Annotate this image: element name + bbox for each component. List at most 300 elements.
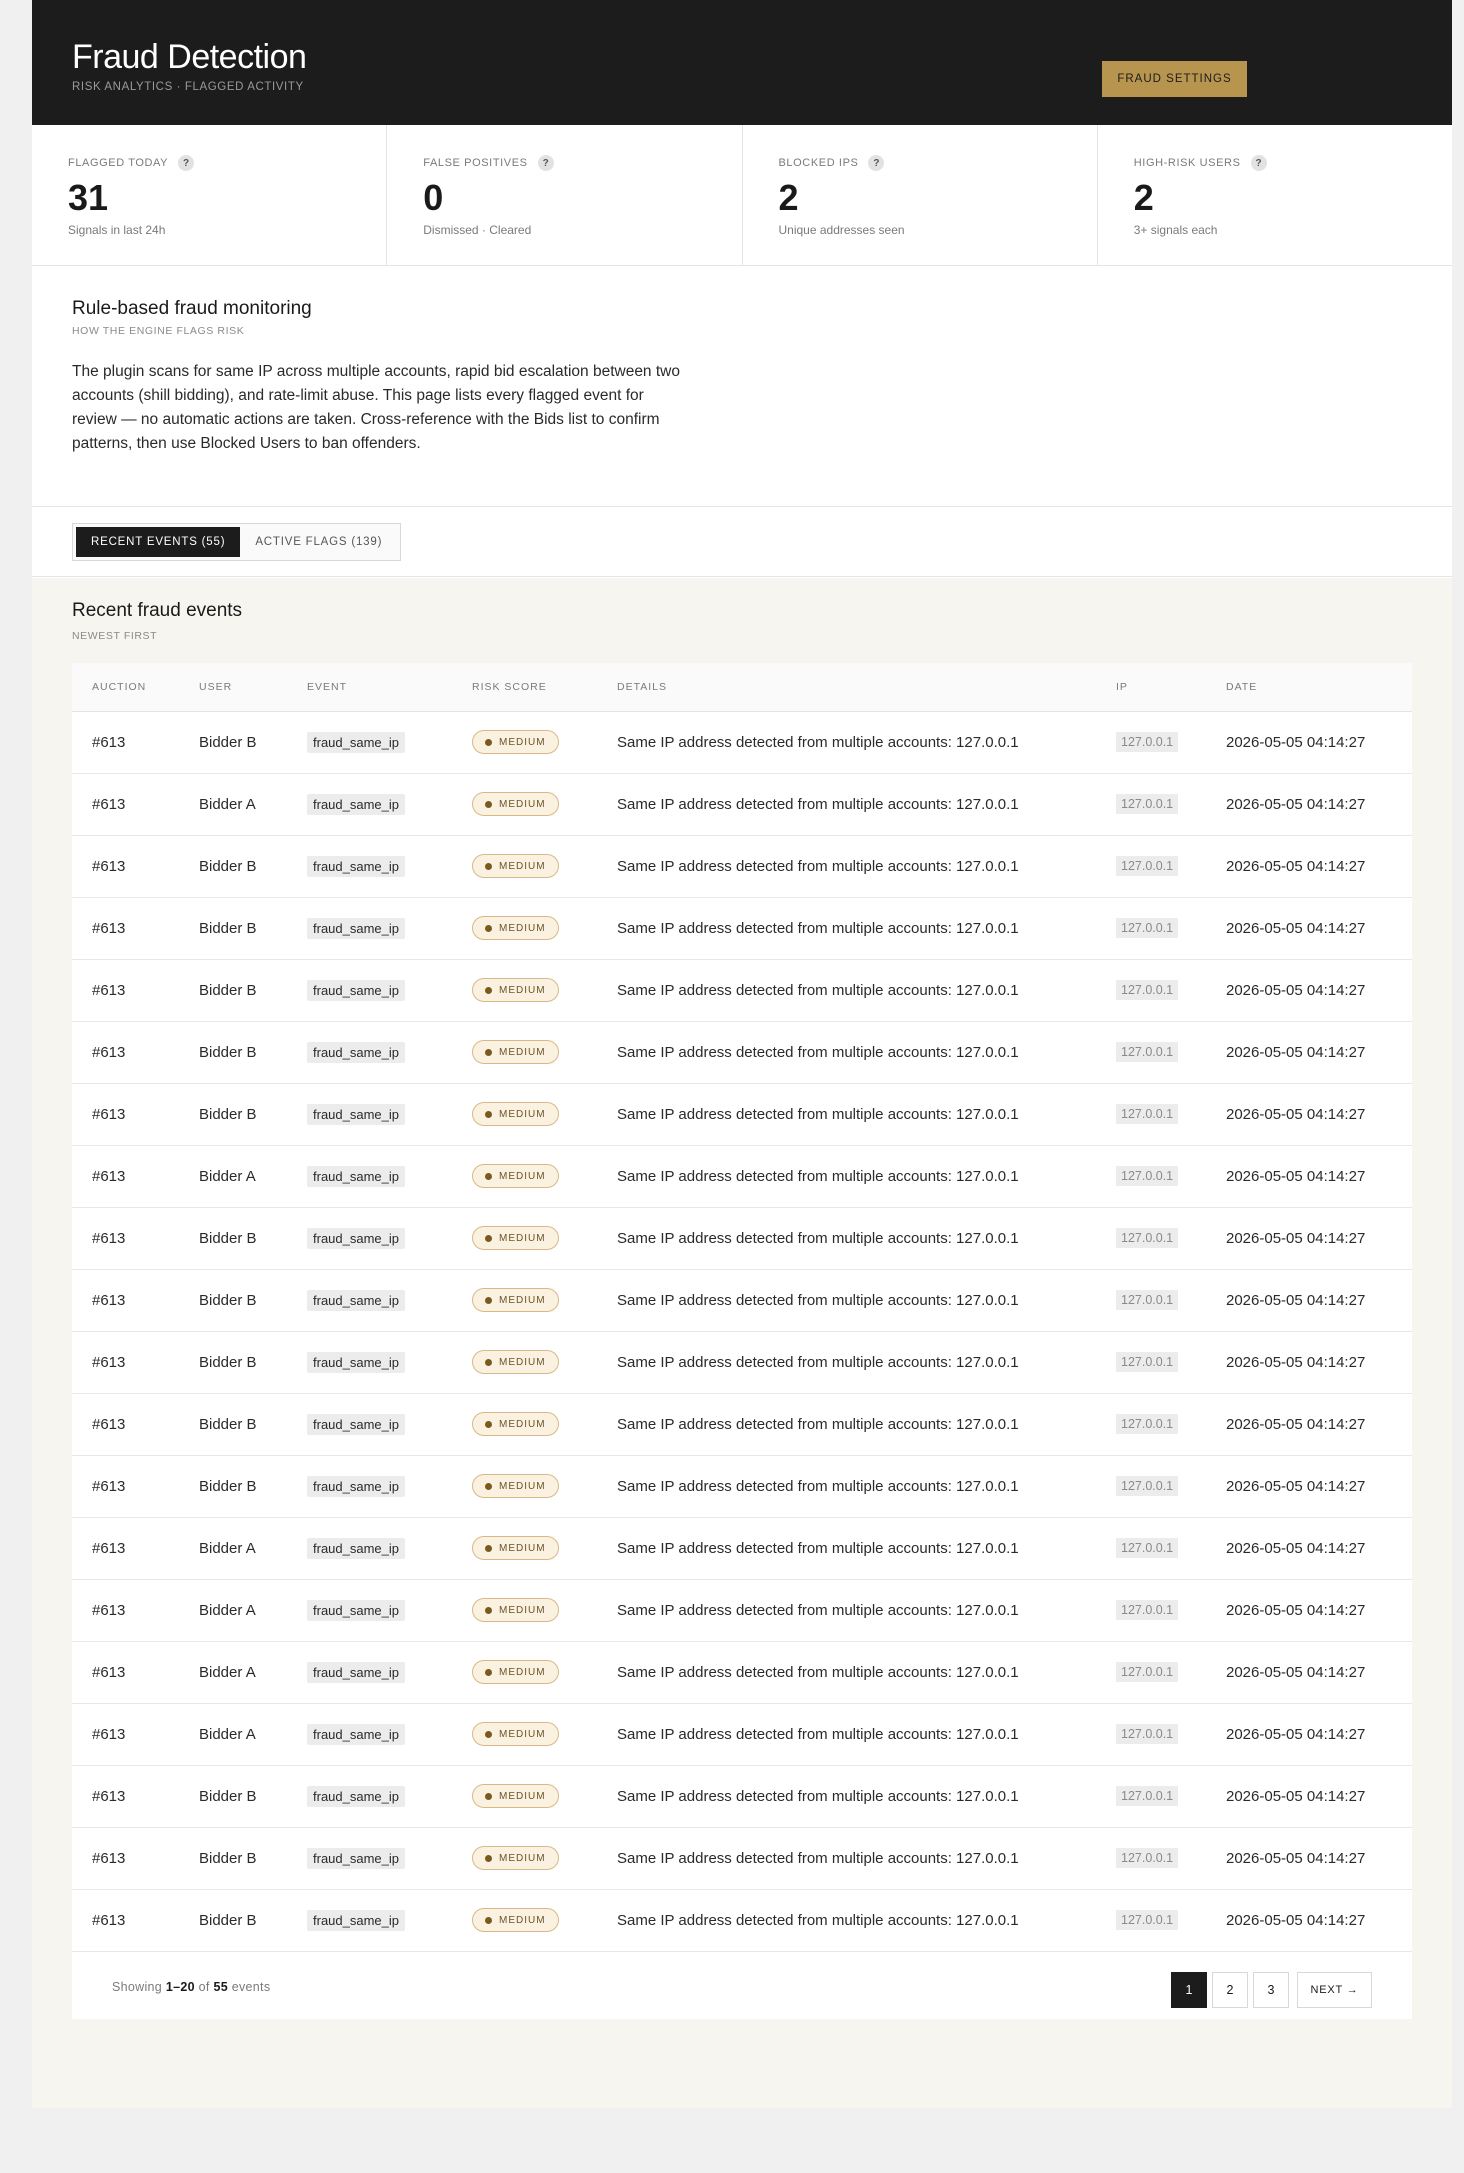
ip-address: 127.0.0.1 xyxy=(1116,918,1178,938)
user-name[interactable]: Bidder B xyxy=(199,1787,257,1805)
user-name[interactable]: Bidder A xyxy=(199,1601,256,1619)
cell-user xyxy=(179,1331,287,1393)
event-details: Same IP address detected from multiple accounts: 127.0.0.1 xyxy=(617,1601,1019,1619)
cell-event xyxy=(287,1517,452,1579)
cell-event xyxy=(287,1703,452,1765)
stat-high-risk-users xyxy=(1098,125,1452,265)
cell-details xyxy=(597,1393,1096,1455)
cell-event xyxy=(287,1331,452,1393)
cell-date xyxy=(1206,1889,1412,1951)
event-details: Same IP address detected from multiple accounts: 127.0.0.1 xyxy=(617,857,1019,875)
cell-event xyxy=(287,1021,452,1083)
auction-id[interactable]: #613 xyxy=(92,981,126,999)
user-name[interactable]: Bidder B xyxy=(199,1911,257,1929)
event-date: 2026-05-05 04:14:27 xyxy=(1226,1477,1366,1495)
cell-user xyxy=(179,959,287,1021)
ip-address: 127.0.0.1 xyxy=(1116,856,1178,876)
cell-event xyxy=(287,1083,452,1145)
ip-address: 127.0.0.1 xyxy=(1116,1476,1178,1496)
column-header-ip[interactable]: IP xyxy=(1096,663,1206,711)
cell-event xyxy=(287,711,452,773)
cell-ip xyxy=(1096,1641,1206,1703)
cell-date xyxy=(1206,1269,1412,1331)
risk-label: MEDIUM xyxy=(499,1294,546,1306)
risk-badge xyxy=(472,1102,559,1126)
cell-details xyxy=(597,1455,1096,1517)
user-name[interactable]: Bidder A xyxy=(199,795,256,813)
ip-address: 127.0.0.1 xyxy=(1116,794,1178,814)
cell-user xyxy=(179,1269,287,1331)
event-date: 2026-05-05 04:14:27 xyxy=(1226,1787,1366,1805)
table-body xyxy=(72,711,1412,1951)
cell-details xyxy=(597,1579,1096,1641)
event-date: 2026-05-05 04:14:27 xyxy=(1226,1539,1366,1557)
cell-details xyxy=(597,1517,1096,1579)
cell-auction[interactable] xyxy=(72,1827,179,1889)
auction-id[interactable]: #613 xyxy=(92,1539,126,1557)
cell-auction[interactable] xyxy=(72,1021,179,1083)
cell-user xyxy=(179,1393,287,1455)
stat-label: HIGH-RISK USERS xyxy=(1133,157,1241,169)
cell-event xyxy=(287,1579,452,1641)
cell-details xyxy=(597,835,1096,897)
dot-icon xyxy=(485,1111,492,1118)
event-code: fraud_same_ip xyxy=(307,980,405,1001)
cell-risk xyxy=(452,1889,597,1951)
cell-event xyxy=(287,1455,452,1517)
auction-id[interactable]: #613 xyxy=(92,1105,126,1123)
cell-auction[interactable] xyxy=(72,1207,179,1269)
ip-address: 127.0.0.1 xyxy=(1116,1352,1178,1372)
user-name[interactable]: Bidder B xyxy=(199,1229,257,1247)
table-row[interactable] xyxy=(72,1641,1412,1703)
cell-user xyxy=(179,711,287,773)
tab-recent-events[interactable]: RECENT EVENTS (55) xyxy=(76,527,240,557)
cell-auction[interactable] xyxy=(72,1703,179,1765)
next-page-button[interactable]: NEXT → xyxy=(1297,1972,1372,2008)
cell-ip xyxy=(1096,1889,1206,1951)
cell-user xyxy=(179,1579,287,1641)
risk-badge xyxy=(472,978,559,1002)
risk-badge xyxy=(472,1350,559,1374)
stat-subtext: Dismissed · Cleared xyxy=(423,223,532,237)
stat-value: 31 xyxy=(68,177,109,218)
events-table xyxy=(72,663,1412,1952)
table-row[interactable] xyxy=(72,1207,1412,1269)
risk-label: MEDIUM xyxy=(499,1604,546,1616)
cell-ip xyxy=(1096,1703,1206,1765)
cell-date xyxy=(1206,1641,1412,1703)
help-icon[interactable]: ? xyxy=(868,155,884,171)
user-name[interactable]: Bidder A xyxy=(199,1725,256,1743)
table-row[interactable] xyxy=(72,1331,1412,1393)
risk-badge xyxy=(472,1288,559,1312)
cell-details xyxy=(597,1641,1096,1703)
user-name[interactable]: Bidder B xyxy=(199,733,257,751)
event-date: 2026-05-05 04:14:27 xyxy=(1226,1043,1366,1061)
cell-risk xyxy=(452,1331,597,1393)
user-name[interactable]: Bidder B xyxy=(199,1291,257,1309)
table-row[interactable] xyxy=(72,1889,1412,1951)
user-name[interactable]: Bidder B xyxy=(199,1415,257,1433)
cell-auction[interactable] xyxy=(72,835,179,897)
event-details: Same IP address detected from multiple accounts: 127.0.0.1 xyxy=(617,1539,1019,1557)
cell-auction[interactable] xyxy=(72,1269,179,1331)
risk-badge xyxy=(472,916,559,940)
table-row[interactable] xyxy=(72,1827,1412,1889)
dot-icon xyxy=(485,1235,492,1242)
dot-icon xyxy=(485,1421,492,1428)
cell-auction[interactable] xyxy=(72,1765,179,1827)
cell-details xyxy=(597,1207,1096,1269)
cell-risk xyxy=(452,773,597,835)
cell-ip xyxy=(1096,1207,1206,1269)
cell-event xyxy=(287,1889,452,1951)
table-row[interactable] xyxy=(72,1455,1412,1517)
fraud-settings-button[interactable]: FRAUD SETTINGS xyxy=(1102,61,1247,97)
page-button-3[interactable]: 3 xyxy=(1253,1972,1289,2008)
info-subtitle: HOW THE ENGINE FLAGS RISK xyxy=(72,325,245,337)
risk-badge xyxy=(472,1536,559,1560)
event-code: fraud_same_ip xyxy=(307,1042,405,1063)
cell-ip xyxy=(1096,1517,1206,1579)
ip-address: 127.0.0.1 xyxy=(1116,980,1178,1000)
cell-risk xyxy=(452,1021,597,1083)
help-icon[interactable]: ? xyxy=(538,155,554,171)
cell-details xyxy=(597,773,1096,835)
user-name[interactable]: Bidder B xyxy=(199,857,257,875)
cell-auction[interactable] xyxy=(72,1083,179,1145)
ip-address: 127.0.0.1 xyxy=(1116,1724,1178,1744)
tab-group xyxy=(72,523,401,561)
risk-badge xyxy=(472,1722,559,1746)
risk-badge xyxy=(472,1226,559,1250)
cell-user xyxy=(179,897,287,959)
cell-risk xyxy=(452,897,597,959)
auction-id[interactable]: #613 xyxy=(92,1167,126,1185)
cell-ip xyxy=(1096,1827,1206,1889)
cell-details xyxy=(597,1021,1096,1083)
stat-value: 2 xyxy=(1133,177,1154,218)
cell-auction[interactable] xyxy=(72,1145,179,1207)
risk-label: MEDIUM xyxy=(499,860,546,872)
stat-label: BLOCKED IPS xyxy=(778,157,859,169)
tab-active-flags[interactable]: ACTIVE FLAGS (139) xyxy=(255,536,383,548)
event-code: fraud_same_ip xyxy=(307,1104,405,1125)
table-row[interactable] xyxy=(72,711,1412,773)
cell-date xyxy=(1206,1579,1412,1641)
auction-id[interactable]: #613 xyxy=(92,1849,126,1867)
auction-id[interactable]: #613 xyxy=(92,1787,126,1805)
table-row[interactable] xyxy=(72,1269,1412,1331)
cell-auction[interactable] xyxy=(72,1889,179,1951)
table-row[interactable] xyxy=(72,1703,1412,1765)
dot-icon xyxy=(485,739,492,746)
cell-ip xyxy=(1096,1579,1206,1641)
pagination-summary xyxy=(112,1980,270,1994)
cell-risk xyxy=(452,1517,597,1579)
column-header-details[interactable]: DETAILS xyxy=(597,663,1096,711)
cell-risk xyxy=(452,1579,597,1641)
cell-event xyxy=(287,1393,452,1455)
cell-date xyxy=(1206,711,1412,773)
event-code: fraud_same_ip xyxy=(307,1910,405,1931)
risk-label: MEDIUM xyxy=(499,1914,546,1926)
cell-auction[interactable] xyxy=(72,1393,179,1455)
user-name[interactable]: Bidder A xyxy=(199,1167,256,1185)
event-details: Same IP address detected from multiple accounts: 127.0.0.1 xyxy=(617,1477,1019,1495)
cell-details xyxy=(597,1889,1096,1951)
event-details: Same IP address detected from multiple accounts: 127.0.0.1 xyxy=(617,1291,1019,1309)
user-name[interactable]: Bidder B xyxy=(199,1105,257,1123)
table-row[interactable] xyxy=(72,1083,1412,1145)
cell-risk xyxy=(452,1827,597,1889)
cell-risk xyxy=(452,1703,597,1765)
event-details: Same IP address detected from multiple accounts: 127.0.0.1 xyxy=(617,1043,1019,1061)
cell-auction[interactable] xyxy=(72,959,179,1021)
table-row[interactable] xyxy=(72,1765,1412,1827)
cell-risk xyxy=(452,1765,597,1827)
event-date: 2026-05-05 04:14:27 xyxy=(1226,1911,1366,1929)
ip-address: 127.0.0.1 xyxy=(1116,1848,1178,1868)
event-code: fraud_same_ip xyxy=(307,1848,405,1869)
cell-date xyxy=(1206,1083,1412,1145)
event-date: 2026-05-05 04:14:27 xyxy=(1226,1601,1366,1619)
event-code: fraud_same_ip xyxy=(307,1538,405,1559)
page-header xyxy=(32,0,1452,125)
event-details: Same IP address detected from multiple accounts: 127.0.0.1 xyxy=(617,1787,1019,1805)
cell-risk xyxy=(452,959,597,1021)
page-button-2[interactable]: 2 xyxy=(1212,1972,1248,2008)
auction-id[interactable]: #613 xyxy=(92,795,126,813)
event-date: 2026-05-05 04:14:27 xyxy=(1226,1415,1366,1433)
event-code: fraud_same_ip xyxy=(307,1166,405,1187)
cell-details xyxy=(597,959,1096,1021)
risk-badge xyxy=(472,1846,559,1870)
cell-date xyxy=(1206,897,1412,959)
event-code: fraud_same_ip xyxy=(307,1228,405,1249)
event-date: 2026-05-05 04:14:27 xyxy=(1226,733,1366,751)
event-date: 2026-05-05 04:14:27 xyxy=(1226,1663,1366,1681)
ip-address: 127.0.0.1 xyxy=(1116,1786,1178,1806)
showing-prefix: Showing xyxy=(112,1980,163,1994)
event-details: Same IP address detected from multiple accounts: 127.0.0.1 xyxy=(617,1167,1019,1185)
cell-auction[interactable] xyxy=(72,711,179,773)
dot-icon xyxy=(485,1731,492,1738)
cell-date xyxy=(1206,773,1412,835)
user-name[interactable]: Bidder B xyxy=(199,1353,257,1371)
page xyxy=(32,0,1452,2108)
stat-blocked-ips xyxy=(743,125,1098,265)
cell-event xyxy=(287,1269,452,1331)
cell-details xyxy=(597,1145,1096,1207)
risk-badge xyxy=(472,792,559,816)
user-name[interactable]: Bidder B xyxy=(199,1849,257,1867)
cell-user xyxy=(179,1207,287,1269)
event-date: 2026-05-05 04:14:27 xyxy=(1226,981,1366,999)
auction-id[interactable]: #613 xyxy=(92,1663,126,1681)
auction-id[interactable]: #613 xyxy=(92,919,126,937)
event-details: Same IP address detected from multiple accounts: 127.0.0.1 xyxy=(617,1229,1019,1247)
cell-auction[interactable] xyxy=(72,1517,179,1579)
user-name[interactable]: Bidder B xyxy=(199,981,257,999)
risk-label: MEDIUM xyxy=(499,984,546,996)
risk-badge xyxy=(472,730,559,754)
cell-user xyxy=(179,1827,287,1889)
cell-auction[interactable] xyxy=(72,1331,179,1393)
dot-icon xyxy=(485,863,492,870)
event-date: 2026-05-05 04:14:27 xyxy=(1226,1725,1366,1743)
event-code: fraud_same_ip xyxy=(307,732,405,753)
table-row[interactable] xyxy=(72,1393,1412,1455)
page-button-1[interactable]: 1 xyxy=(1171,1972,1207,2008)
column-header-event[interactable]: EVENT xyxy=(287,663,452,711)
showing-total: 55 xyxy=(213,1980,228,1994)
cell-risk xyxy=(452,1207,597,1269)
info-panel xyxy=(32,266,1452,507)
stat-value: 2 xyxy=(778,177,799,218)
help-icon[interactable]: ? xyxy=(1251,155,1267,171)
column-header-date[interactable]: DATE xyxy=(1206,663,1412,711)
tabs-bar xyxy=(32,507,1452,577)
cell-event xyxy=(287,1827,452,1889)
risk-badge xyxy=(472,1598,559,1622)
cell-auction[interactable] xyxy=(72,1579,179,1641)
cell-event xyxy=(287,1207,452,1269)
cell-auction[interactable] xyxy=(72,1455,179,1517)
cell-risk xyxy=(452,1641,597,1703)
cell-event xyxy=(287,1145,452,1207)
cell-auction[interactable] xyxy=(72,773,179,835)
user-name[interactable]: Bidder A xyxy=(199,1539,256,1557)
risk-badge xyxy=(472,1660,559,1684)
cell-auction[interactable] xyxy=(72,1641,179,1703)
table-row[interactable] xyxy=(72,959,1412,1021)
table-row[interactable] xyxy=(72,1579,1412,1641)
cell-ip xyxy=(1096,1021,1206,1083)
table-row[interactable] xyxy=(72,1517,1412,1579)
dot-icon xyxy=(485,1793,492,1800)
events-title: Recent fraud events xyxy=(72,600,243,621)
auction-id[interactable]: #613 xyxy=(92,1725,126,1743)
stat-subtext: 3+ signals each xyxy=(1133,223,1218,237)
cell-date xyxy=(1206,1827,1412,1889)
event-date: 2026-05-05 04:14:27 xyxy=(1226,919,1366,937)
pagination-bar xyxy=(72,1956,1412,2019)
auction-id[interactable]: #613 xyxy=(92,1415,126,1433)
user-name[interactable]: Bidder B xyxy=(199,1043,257,1061)
table-row[interactable] xyxy=(72,1145,1412,1207)
events-section xyxy=(32,578,1452,2108)
dot-icon xyxy=(485,1359,492,1366)
column-header-risk-score[interactable]: RISK SCORE xyxy=(452,663,597,711)
cell-details xyxy=(597,1269,1096,1331)
cell-date xyxy=(1206,835,1412,897)
cell-risk xyxy=(452,711,597,773)
user-name[interactable]: Bidder B xyxy=(199,919,257,937)
events-subtitle: NEWEST FIRST xyxy=(72,630,158,642)
table-row[interactable] xyxy=(72,1021,1412,1083)
risk-label: MEDIUM xyxy=(499,1790,546,1802)
ip-address: 127.0.0.1 xyxy=(1116,1042,1178,1062)
user-name[interactable]: Bidder B xyxy=(199,1477,257,1495)
cell-details xyxy=(597,711,1096,773)
dot-icon xyxy=(485,925,492,932)
column-header-auction[interactable]: AUCTION xyxy=(72,663,179,711)
table-row[interactable] xyxy=(72,835,1412,897)
page-title: Fraud Detection xyxy=(72,38,307,76)
cell-user xyxy=(179,1703,287,1765)
event-details: Same IP address detected from multiple accounts: 127.0.0.1 xyxy=(617,1353,1019,1371)
ip-address: 127.0.0.1 xyxy=(1116,1538,1178,1558)
table-row[interactable] xyxy=(72,773,1412,835)
column-header-user[interactable]: USER xyxy=(179,663,287,711)
event-date: 2026-05-05 04:14:27 xyxy=(1226,1849,1366,1867)
event-details: Same IP address detected from multiple accounts: 127.0.0.1 xyxy=(617,919,1019,937)
cell-date xyxy=(1206,1021,1412,1083)
auction-id[interactable]: #613 xyxy=(92,1229,126,1247)
ip-address: 127.0.0.1 xyxy=(1116,732,1178,752)
cell-ip xyxy=(1096,1269,1206,1331)
event-code: fraud_same_ip xyxy=(307,856,405,877)
cell-ip xyxy=(1096,897,1206,959)
risk-label: MEDIUM xyxy=(499,1852,546,1864)
auction-id[interactable]: #613 xyxy=(92,1043,126,1061)
cell-event xyxy=(287,1641,452,1703)
cell-details xyxy=(597,897,1096,959)
auction-id[interactable]: #613 xyxy=(92,1353,126,1371)
cell-user xyxy=(179,1145,287,1207)
cell-date xyxy=(1206,1331,1412,1393)
event-code: fraud_same_ip xyxy=(307,1786,405,1807)
risk-label: MEDIUM xyxy=(499,922,546,934)
risk-label: MEDIUM xyxy=(499,736,546,748)
stat-subtext: Unique addresses seen xyxy=(778,223,905,237)
auction-id[interactable]: #613 xyxy=(92,733,126,751)
cell-user xyxy=(179,1641,287,1703)
event-details: Same IP address detected from multiple accounts: 127.0.0.1 xyxy=(617,1663,1019,1681)
event-code: fraud_same_ip xyxy=(307,1724,405,1745)
event-details: Same IP address detected from multiple accounts: 127.0.0.1 xyxy=(617,1911,1019,1929)
event-code: fraud_same_ip xyxy=(307,1476,405,1497)
events-table-card xyxy=(72,663,1412,2019)
table-row[interactable] xyxy=(72,897,1412,959)
event-details: Same IP address detected from multiple accounts: 127.0.0.1 xyxy=(617,1849,1019,1867)
risk-label: MEDIUM xyxy=(499,1728,546,1740)
auction-id[interactable]: #613 xyxy=(92,1477,126,1495)
ip-address: 127.0.0.1 xyxy=(1116,1228,1178,1248)
cell-event xyxy=(287,1765,452,1827)
cell-event xyxy=(287,773,452,835)
cell-auction[interactable] xyxy=(72,897,179,959)
auction-id[interactable]: #613 xyxy=(92,857,126,875)
risk-badge xyxy=(472,1784,559,1808)
cell-details xyxy=(597,1827,1096,1889)
dot-icon xyxy=(485,1917,492,1924)
cell-date xyxy=(1206,1145,1412,1207)
help-icon[interactable]: ? xyxy=(178,155,194,171)
ip-address: 127.0.0.1 xyxy=(1116,1290,1178,1310)
cell-risk xyxy=(452,1145,597,1207)
auction-id[interactable]: #613 xyxy=(92,1291,126,1309)
cell-ip xyxy=(1096,1331,1206,1393)
user-name[interactable]: Bidder A xyxy=(199,1663,256,1681)
auction-id[interactable]: #613 xyxy=(92,1911,126,1929)
stats-row xyxy=(32,125,1452,266)
dot-icon xyxy=(485,1049,492,1056)
dot-icon xyxy=(485,1607,492,1614)
auction-id[interactable]: #613 xyxy=(92,1601,126,1619)
